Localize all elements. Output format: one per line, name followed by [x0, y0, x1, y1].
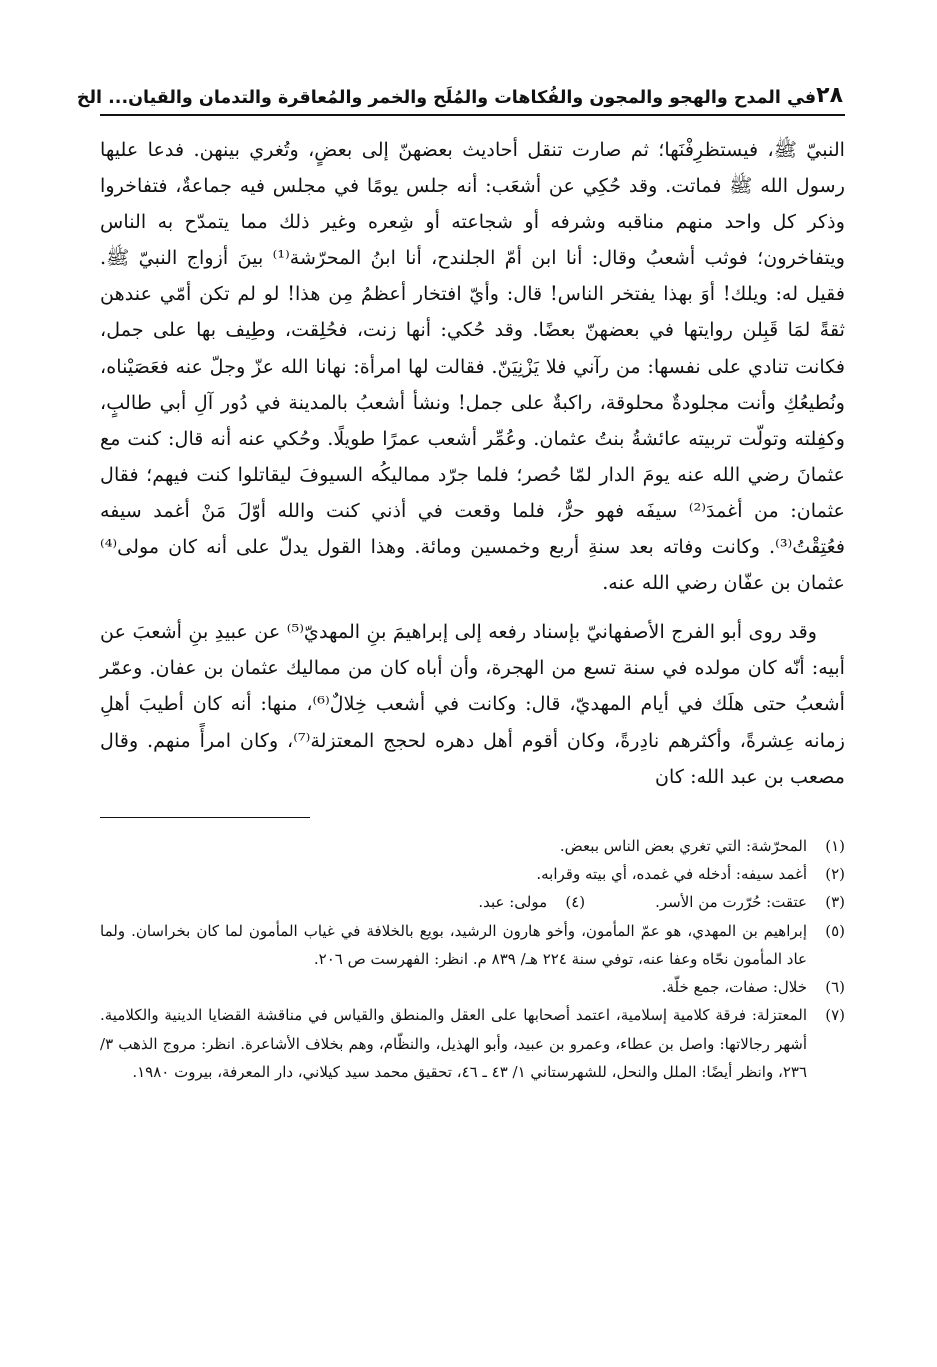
chapter-title: في المدح والهجو والمجون والفُكاهات والمُلَح والخمر والمُعاقرة والتدمان والقيان... الخ — [76, 88, 817, 108]
footnote-text: عتقت: حُرّرت من الأسر. — [655, 893, 807, 912]
footnote-text: أغمد سيفه: أدخله في غمده، أي بيته وقرابه. — [536, 864, 807, 883]
paragraph-1: النبيّ ﷺ، فيستظرِفْنَها؛ ثم صارت تنقل أحاديث بعضهنّ إلى بعضٍ، وتُغري بينهن. فدعا عليها رسول الله ﷺ فماتت. وقد حُكِي عن أشعَب: أنه جلس يومًا في مجلس فيه جماعةٌ، فتفاخروا وذكر كل واحد منهم مناقبه وشرفه أو شجاعته أو شِعره وغير ذلك مما يتمدّح به الناس ويتفاخرون؛ فوثب أشعبُ وقال: أنا ابن أمّ الجلندح، أنا ابنُ المحرّشة⁽¹⁾ بينَ أزواج النبيّ ﷺ. فقيل له: ويلك! أوَ بهذا يفتخر الناس! قال: وأيّ افتخار أعظمُ مِن هذا! لو لم تكن أمّي عندهن ثقةً لمَا قَبِلن روايتها في بعضهنّ بعضًا. وقد حُكي: أنها زنت، فحُلِقت، وطِيف بها على جمل، فكانت تنادي على نفسها: من رآني فلا يَزْنِيَنّ. فقالت لها امرأة: نهانا الله عزّ وجلّ عنه فعَصَيْناه، ونُطيعُكِ وأنت مجلودةٌ محلوقة، راكبةٌ على جمل! ونشأ أشعبُ بالمدينة في دُور آلِ أبي طالبٍ، وكفِلته وتولّت تربيته عائشةُ بنتُ عثمان. وعُمِّر أشعب عمرًا طويلًا. وحُكي عنه أنه قال: كنت مع عثمانَ رضي الله عنه يومَ الدار لمّا حُصر؛ فلما جرّد مماليكُه السيوفَ ليقاتلوا كنت فيهم؛ فقال عثمان: من أغمدَ⁽²⁾ سيفَه فهو حرٌّ، فلما وقعت في أذني كنت والله أوّلَ مَنْ أغمد سيفه فعُتِقْتُ⁽³⁾. وكانت وفاته بعد سنةِ أربع وخمسين ومائة. وهذا القول يدلّ على أنه كان مولى⁽⁴⁾ عثمان بن عفّان رضي الله عنه. — [100, 138, 845, 595]
footnote-number: (٣) — [825, 893, 845, 912]
footnote-text: المعتزلة: فرقة كلامية إسلامية، اعتمد أصحابها على العقل والمنطق والقياس في مناقشة القضايا الدينية والكلامية. أشهر رجالاتها: واصل بن عطاء، وعمرو بن عبيد، وأبو الهذيل، والنظّام، وهم بخلاف الأشاعرة. انظر: مروج الذهب ٣/ ٢٣٦، وانظر أيضًا: الملل والنحل، للشهرستاني ١/ ٤٣ ـ ٤٦، تحقيق محمد سيد كيلاني، دار المعرفة، بيروت ١٩٨٠. — [100, 1006, 807, 1082]
paragraph-2: وقد روى أبو الفرج الأصفهانيّ بإسناد رفعه إلى إبراهيمَ بنِ المهديّ⁽⁵⁾ عن عبيدِ بنِ أشعبَ عن أبيه: أنّه كان مولده في سنة تسع من الهجرة، وأن أباه كان من مماليك عثمان بن عفان. وعمّر أشعبُ حتى هلَك في أيام المهديّ، قال: وكانت في أشعب خِلالٌ⁽⁶⁾، منها: أنه كان أطيبَ أهلِ زمانه عِشرةً، وأكثرهم نادِرةً، وكان أقوم أهل دهره لحجج المعتزلة⁽⁷⁾، وكان امرأً منهم. وقال مصعب بن عبد الله: كان — [100, 620, 846, 788]
footnote-number: (٥) — [825, 921, 845, 940]
footnote-text: مولى: عبد. — [478, 893, 548, 912]
footnote-7 — [100, 1001, 845, 1086]
footnote-row — [100, 888, 807, 916]
book-page — [76, 70, 846, 1086]
footnote-text: المحرّشة: التي تغري بعض الناس ببعض. — [559, 836, 807, 855]
footnote-1 — [100, 832, 845, 860]
main-text — [100, 132, 845, 795]
footnote-3-4 — [100, 888, 845, 916]
running-header — [76, 70, 845, 116]
footnote-number: (١) — [825, 836, 845, 855]
footnote-number: (٢) — [825, 864, 845, 883]
footnote-text: إبراهيم بن المهدي، هو عمّ المأمون، وأخو هارون الرشيد، بويع بالخلافة في غياب المأمون لما كان بخراسان. ولما عاد المأمون نحّاه وعفا عنه، توفي سنة ٢٢٤ هـ/ ٨٣٩ م. انظر: الفهرست ص ٢٠٦. — [100, 921, 807, 968]
footnote-6 — [100, 973, 845, 1001]
footnote-separator — [100, 817, 310, 818]
footnote-number: (٦) — [825, 978, 845, 997]
footnote-2 — [100, 860, 845, 888]
footnote-number: (٤) — [565, 893, 586, 912]
footnotes — [100, 832, 845, 1087]
footnote-number: (٧) — [825, 1006, 845, 1025]
footnote-5 — [100, 917, 845, 974]
page-number: ٢٨ — [816, 83, 843, 108]
footnote-text: خلال: صفات، جمع خلّة. — [661, 978, 807, 997]
